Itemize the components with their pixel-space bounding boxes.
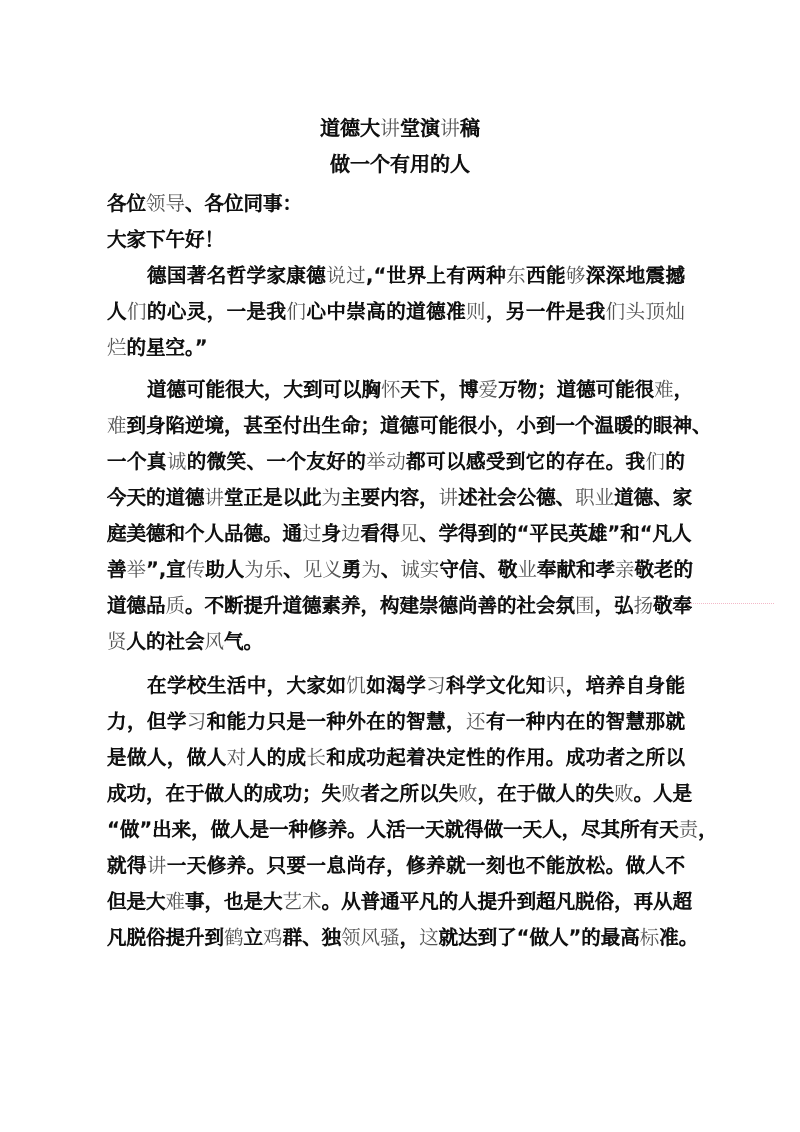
text-segment: 、 bbox=[283, 558, 303, 581]
body-line bbox=[107, 190, 685, 218]
text-segment: 心中崇高的道德准 bbox=[306, 300, 467, 323]
text-segment: 见义 bbox=[302, 558, 342, 581]
text-segment: 凡脱俗提升到 bbox=[107, 926, 225, 949]
text-segment: 领风骚 bbox=[341, 926, 400, 949]
text-segment: 。不断提升道德素养，构建崇德尚善的社会氛 bbox=[185, 594, 576, 617]
text-segment: 举动 bbox=[366, 450, 407, 473]
text-segment: 够 bbox=[565, 264, 586, 287]
text-segment: 到身陷逆境，甚至付出生命；道德可能很小，小到一个温暖的眼神、 bbox=[126, 414, 712, 437]
text-segment: 德国著名哲学家康德 bbox=[147, 264, 327, 287]
text-segment: 的星空。” bbox=[126, 336, 208, 359]
text-segment: 庭美德和个人品德。通 bbox=[107, 522, 303, 545]
body-line bbox=[107, 298, 685, 326]
text-segment: 艺术 bbox=[282, 890, 322, 913]
text-segment: 这 bbox=[419, 926, 439, 949]
text-segment: 还 bbox=[466, 710, 486, 733]
text-segment: 过 bbox=[302, 522, 322, 545]
body-line bbox=[107, 484, 693, 512]
text-segment: 如渴学 bbox=[366, 674, 427, 697]
body-line bbox=[107, 780, 693, 808]
body-line bbox=[147, 672, 685, 700]
text-segment: 敬奉 bbox=[653, 594, 693, 617]
text-segment: 鸡 bbox=[263, 926, 283, 949]
text-segment: 看得 bbox=[360, 522, 400, 545]
text-segment: 责 bbox=[678, 818, 699, 841]
text-segment: 立 bbox=[243, 926, 264, 949]
text-segment: 饥 bbox=[346, 674, 367, 697]
document-subtitle bbox=[0, 150, 800, 178]
text-segment: 助人 bbox=[205, 558, 245, 581]
text-segment: ”,宣 bbox=[146, 558, 186, 581]
text-segment: 们 bbox=[126, 300, 147, 323]
text-segment: 见 bbox=[399, 522, 420, 545]
body-line bbox=[107, 924, 699, 952]
text-segment: 习 bbox=[186, 710, 207, 733]
text-segment: 的心灵，一是我 bbox=[146, 300, 287, 323]
body-line bbox=[107, 334, 685, 362]
text-segment: 、 bbox=[380, 558, 401, 581]
body-line bbox=[107, 888, 693, 916]
text-segment: 败 bbox=[458, 782, 478, 805]
text-segment: 长 bbox=[306, 746, 327, 769]
text-segment: 身 bbox=[321, 522, 342, 545]
text-segment: 爱 bbox=[478, 378, 499, 401]
text-segment: 业 bbox=[517, 558, 537, 581]
text-segment: 。人是 bbox=[633, 782, 693, 805]
text-segment: ， bbox=[698, 818, 718, 841]
text-segment: 勇 bbox=[341, 558, 362, 581]
text-segment: 敬老的 bbox=[634, 558, 693, 581]
text-segment: 质 bbox=[165, 594, 186, 617]
body-line bbox=[107, 744, 685, 772]
text-segment: 贤 bbox=[107, 630, 127, 653]
text-segment: 有一种内在的智慧那就 bbox=[485, 710, 685, 733]
text-segment: 难 bbox=[165, 890, 186, 913]
body-line bbox=[107, 816, 718, 844]
text-segment: ，培养自身能 bbox=[565, 674, 685, 697]
text-segment: 事，也是大 bbox=[185, 890, 283, 913]
document-title bbox=[0, 114, 800, 142]
text-segment: 主要内容， bbox=[341, 486, 439, 509]
text-segment: 为 bbox=[321, 486, 342, 509]
text-segment: 人 bbox=[107, 300, 127, 323]
text-segment: 难 bbox=[654, 378, 674, 401]
text-segment: 和能力只是一种外在的智慧， bbox=[206, 710, 467, 733]
text-segment: 群、独 bbox=[282, 926, 342, 949]
text-segment: ， bbox=[399, 926, 420, 949]
text-segment: 在学校生活中，大家如 bbox=[147, 674, 347, 697]
text-segment: ，另一件是我 bbox=[485, 300, 606, 323]
text-segment: 风 bbox=[204, 630, 225, 653]
text-segment: 为乐 bbox=[244, 558, 284, 581]
text-segment: 、学得到的“平民英雄”和“凡人 bbox=[419, 522, 692, 545]
text-segment: ，弘 bbox=[594, 594, 634, 617]
text-segment: 败 bbox=[341, 782, 361, 805]
text-segment: 识 bbox=[545, 674, 566, 697]
text-segment: 都可以感受到它的存在。我 bbox=[406, 450, 646, 473]
text-segment: 一天修养。只要一息尚存，修养就一刻也不能放松。做人不 bbox=[166, 854, 685, 877]
text-segment: 道德可能很大，大到可以胸 bbox=[147, 378, 382, 401]
text-segment: 败 bbox=[614, 782, 634, 805]
text-segment: 诚 bbox=[166, 450, 187, 473]
text-segment: 就得 bbox=[107, 854, 147, 877]
text-segment: “做”出来，做人是一种修养。人活一天就得做一天人，尽其所有天 bbox=[107, 818, 679, 841]
text-segment: 讲 bbox=[204, 486, 225, 509]
text-segment: 围 bbox=[575, 594, 595, 617]
text-segment: 大家下午好！ bbox=[107, 228, 225, 251]
text-segment: ,“世界上有两种 bbox=[366, 264, 507, 287]
text-segment: 们 bbox=[645, 450, 666, 473]
text-segment: 领导 bbox=[146, 192, 186, 215]
body-line bbox=[107, 852, 685, 880]
text-segment: 举 bbox=[126, 558, 147, 581]
text-segment: 亲 bbox=[614, 558, 635, 581]
body-line bbox=[147, 376, 694, 404]
body-line bbox=[107, 592, 693, 620]
text-segment: 稿 bbox=[460, 116, 480, 140]
text-segment: 讲 bbox=[438, 486, 459, 509]
text-segment: 力，但学 bbox=[107, 710, 187, 733]
text-segment: 们 bbox=[286, 300, 307, 323]
body-line bbox=[107, 708, 685, 736]
text-segment: 就达到了“做人”的最高 bbox=[438, 926, 640, 949]
body-line bbox=[107, 520, 692, 548]
body-line bbox=[107, 412, 712, 440]
text-segment: 的微笑、一个友好的 bbox=[186, 450, 367, 473]
text-segment: 为 bbox=[361, 558, 381, 581]
text-segment: 成功，在于做人的成功；失 bbox=[107, 782, 342, 805]
text-segment: 鹤 bbox=[224, 926, 244, 949]
text-segment: 做一个有用的人 bbox=[330, 152, 470, 176]
text-segment: 讲 bbox=[380, 116, 400, 140]
text-segment: 堂正是以此 bbox=[224, 486, 322, 509]
text-segment: 一个真 bbox=[107, 450, 167, 473]
text-segment: 标 bbox=[639, 926, 660, 949]
dotted-marker-line bbox=[690, 603, 774, 604]
text-segment: 东 bbox=[506, 264, 527, 287]
text-segment: 天下，博 bbox=[400, 378, 479, 401]
text-segment: 扬 bbox=[633, 594, 654, 617]
text-segment: 科学文化知 bbox=[446, 674, 546, 697]
text-segment: 准。 bbox=[659, 926, 699, 949]
text-segment: 守信、敬 bbox=[439, 558, 518, 581]
text-segment: 深深地震撼 bbox=[585, 264, 685, 287]
text-segment: 习 bbox=[426, 674, 447, 697]
body-line bbox=[107, 226, 685, 254]
text-segment: 是做人，做人 bbox=[107, 746, 227, 769]
text-segment: 讲 bbox=[440, 116, 460, 140]
body-line bbox=[107, 556, 693, 584]
body-line bbox=[147, 262, 685, 290]
text-segment: 道德品 bbox=[107, 594, 166, 617]
text-segment: 人的成 bbox=[246, 746, 307, 769]
text-segment: 善 bbox=[107, 558, 127, 581]
text-segment: 西能 bbox=[526, 264, 566, 287]
text-segment: 述社会公德、 bbox=[458, 486, 576, 509]
text-segment: 奉献和孝 bbox=[536, 558, 615, 581]
text-segment: 说过 bbox=[326, 264, 367, 287]
text-segment: 。从普通平凡的人提升到超凡脱俗，再从超 bbox=[321, 890, 693, 913]
text-segment: 对 bbox=[226, 746, 247, 769]
text-segment: 边 bbox=[341, 522, 361, 545]
text-segment: 和成功起着决定性的作用。成功者之所以 bbox=[326, 746, 685, 769]
text-segment: ，在于做人的失 bbox=[477, 782, 615, 805]
text-segment: 难 bbox=[107, 414, 127, 437]
text-segment: 们头顶灿 bbox=[605, 300, 685, 323]
text-segment: 道德、家 bbox=[614, 486, 693, 509]
text-segment: 堂演 bbox=[400, 116, 440, 140]
text-segment: 则 bbox=[466, 300, 486, 323]
text-segment: 气。 bbox=[224, 630, 264, 653]
text-segment: 人的社会 bbox=[126, 630, 205, 653]
text-segment: 传 bbox=[185, 558, 206, 581]
text-segment: 职业 bbox=[575, 486, 615, 509]
text-segment: 怀 bbox=[381, 378, 401, 401]
text-segment: 但是大 bbox=[107, 890, 166, 913]
text-segment: 诚实 bbox=[400, 558, 440, 581]
text-segment: 者之所以失 bbox=[360, 782, 459, 805]
text-segment: 今天的道德 bbox=[107, 486, 205, 509]
text-segment: 道德大 bbox=[320, 116, 380, 140]
body-line bbox=[107, 628, 685, 656]
text-segment: 各位 bbox=[107, 192, 147, 215]
text-segment: ， bbox=[673, 378, 694, 401]
text-segment: 的 bbox=[665, 450, 685, 473]
text-segment: 万物；道德可能很 bbox=[498, 378, 655, 401]
text-segment: 烂 bbox=[107, 336, 127, 359]
text-segment: 、各位同事： bbox=[185, 192, 303, 215]
body-line bbox=[107, 448, 685, 476]
text-segment: 讲 bbox=[146, 854, 167, 877]
